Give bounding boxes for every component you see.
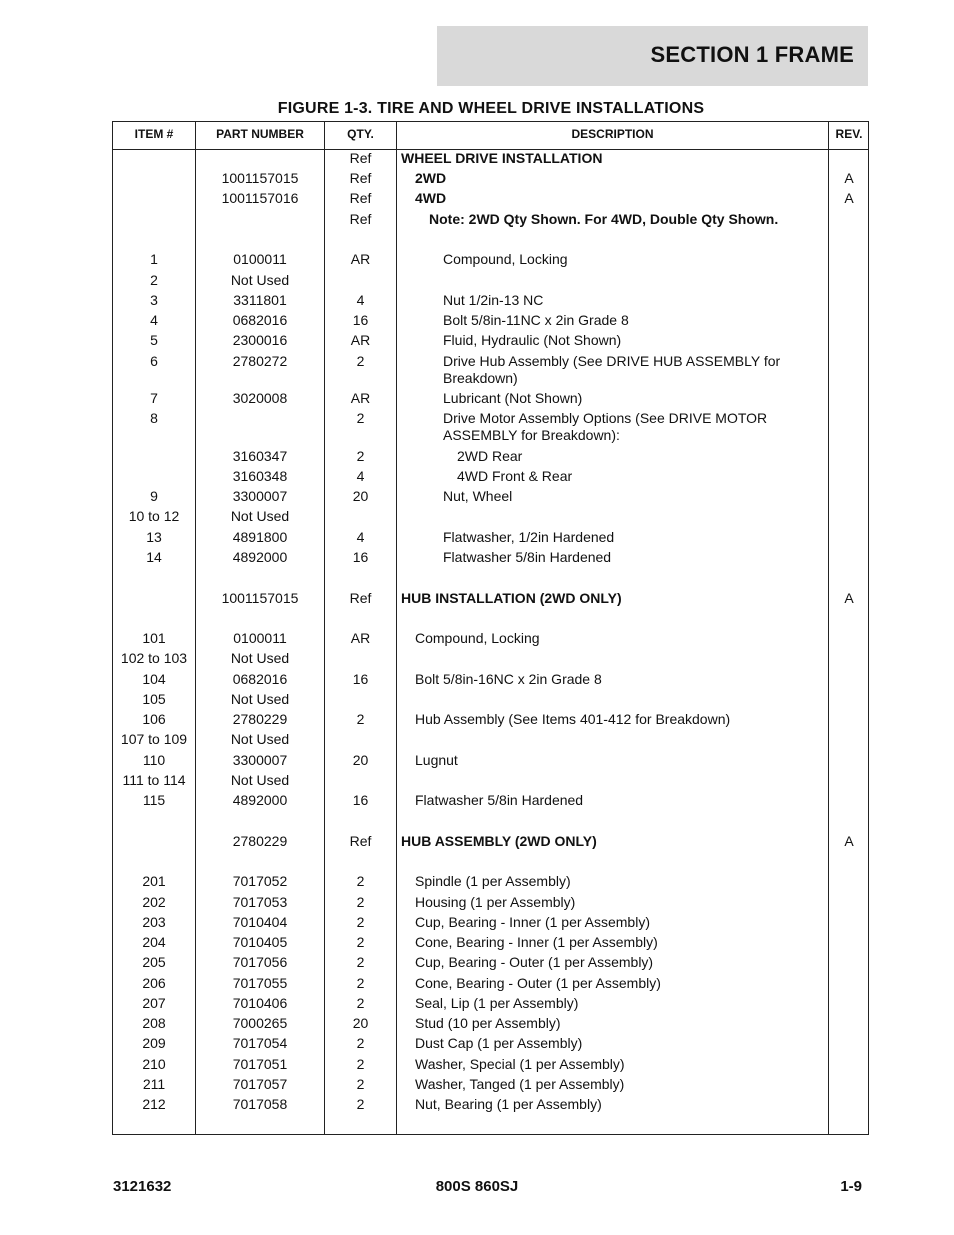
qty-cell: 2 (356, 353, 365, 369)
item-cell: 212 (142, 1096, 166, 1112)
item-cell: 13 (146, 529, 162, 545)
description-cell: Compound, Locking (415, 630, 540, 646)
item-cell: 205 (142, 954, 166, 970)
description-cell: Bolt 5/8in-11NC x 2in Grade 8 (443, 312, 629, 328)
qty-cell: 2 (356, 1035, 365, 1051)
description-cell: Dust Cap (1 per Assembly) (415, 1035, 583, 1051)
description-cell: Cone, Bearing - Outer (1 per Assembly) (415, 975, 661, 991)
description-cell: Nut, Bearing (1 per Assembly) (415, 1096, 602, 1112)
part-number-cell: 1001157015 (221, 170, 299, 186)
description-cell: Cup, Bearing - Inner (1 per Assembly) (415, 914, 650, 930)
qty-cell: 2 (356, 934, 365, 950)
description-cell: Drive Motor Assembly Options (See DRIVE MOTOR ASSEMBLY for Breakdown): (443, 410, 768, 443)
description-cell: Compound, Locking (443, 251, 568, 267)
part-number-cell: 7017054 (232, 1035, 288, 1051)
description-cell: Note: 2WD Qty Shown. For 4WD, Double Qty Shown. (429, 211, 779, 227)
description-cell: 2WD Rear (457, 448, 523, 464)
description-cell: Flatwasher 5/8in Hardened (415, 792, 584, 808)
qty-cell: AR (350, 332, 371, 348)
rev-cell: A (844, 590, 854, 606)
description-cell: Flatwasher, 1/2in Hardened (443, 529, 615, 545)
description-cell: Stud (10 per Assembly) (415, 1015, 561, 1031)
description-cell: Nut, Wheel (443, 488, 513, 504)
qty-cell: 2 (356, 894, 365, 910)
header-rev: REV. (835, 127, 863, 141)
parts-table (112, 121, 869, 1135)
page-number: 1-9 (840, 1178, 862, 1195)
item-cell: 201 (142, 873, 166, 889)
description-cell: Lubricant (Not Shown) (443, 390, 583, 406)
rev-cell: A (844, 190, 854, 206)
item-cell: 210 (142, 1056, 166, 1072)
part-number-cell: 7017055 (232, 975, 288, 991)
item-cell: 10 to 12 (128, 508, 180, 524)
description-cell: WHEEL DRIVE INSTALLATION (401, 150, 603, 166)
header-description: DESCRIPTION (571, 127, 654, 141)
part-number-cell: 4892000 (232, 792, 288, 808)
item-cell: 1 (150, 251, 158, 267)
qty-cell: Ref (349, 833, 372, 849)
qty-cell: 2 (356, 1096, 365, 1112)
qty-cell: 20 (352, 752, 369, 768)
part-number-cell: 7017051 (232, 1056, 288, 1072)
part-number-cell: 7017056 (232, 954, 288, 970)
description-cell: HUB ASSEMBLY (2WD ONLY) (401, 833, 597, 849)
part-number-cell: Not Used (230, 772, 290, 788)
item-cell: 207 (142, 995, 166, 1011)
part-number-cell: 7017058 (232, 1096, 288, 1112)
part-number-cell: Not Used (230, 691, 290, 707)
description-cell: Washer, Tanged (1 per Assembly) (415, 1076, 625, 1092)
qty-cell: 4 (356, 529, 365, 545)
qty-cell: 4 (356, 292, 365, 308)
item-cell: 107 to 109 (120, 731, 188, 747)
rev-cell: A (844, 833, 854, 849)
part-number-cell: 4892000 (232, 549, 288, 565)
part-number-cell: 7017053 (232, 894, 288, 910)
qty-cell: 16 (352, 312, 369, 328)
part-number-cell: 3160348 (232, 468, 288, 484)
description-cell: Cup, Bearing - Outer (1 per Assembly) (415, 954, 654, 970)
qty-cell: 20 (352, 488, 369, 504)
qty-cell: 20 (352, 1015, 369, 1031)
qty-cell: 2 (356, 1056, 365, 1072)
part-number-cell: 0682016 (232, 312, 288, 328)
item-cell: 115 (142, 792, 166, 808)
qty-cell: Ref (349, 190, 372, 206)
part-number-cell: 0682016 (232, 671, 288, 687)
part-number-cell: 3300007 (232, 488, 288, 504)
description-cell: Washer, Special (1 per Assembly) (415, 1056, 625, 1072)
item-cell: 9 (150, 488, 158, 504)
qty-cell: AR (350, 390, 371, 406)
item-cell: 101 (142, 630, 166, 646)
item-cell: 4 (150, 312, 158, 328)
description-cell: HUB INSTALLATION (2WD ONLY) (401, 590, 622, 606)
description-cell: Hub Assembly (See Items 401-412 for Breakdown) (415, 711, 731, 727)
header-qty: QTY. (347, 127, 374, 141)
qty-cell: 2 (356, 914, 365, 930)
part-number-cell: 2780229 (232, 833, 288, 849)
description-cell: 2WD (415, 170, 447, 186)
description-cell: Fluid, Hydraulic (Not Shown) (443, 332, 622, 348)
item-cell: 8 (150, 410, 158, 426)
description-cell: Housing (1 per Assembly) (415, 894, 576, 910)
part-number-cell: 7017057 (232, 1076, 288, 1092)
item-cell: 2 (150, 272, 158, 288)
item-cell: 3 (150, 292, 158, 308)
part-number-cell: 2300016 (232, 332, 288, 348)
description-cell: Flatwasher 5/8in Hardened (443, 549, 612, 565)
qty-cell: 16 (352, 671, 369, 687)
figure-title: FIGURE 1-3. TIRE AND WHEEL DRIVE INSTALLATIONS (277, 100, 705, 117)
item-cell: 202 (142, 894, 166, 910)
part-number-cell: 1001157016 (221, 190, 299, 206)
item-cell: 204 (142, 934, 166, 950)
qty-cell: 16 (352, 792, 369, 808)
rev-cell: A (844, 170, 854, 186)
section-title: SECTION 1 FRAME (650, 42, 854, 67)
part-number-cell: 1001157015 (221, 590, 299, 606)
part-number-cell: Not Used (230, 650, 290, 666)
qty-cell: 16 (352, 549, 369, 565)
part-number-cell: 3160347 (232, 448, 288, 464)
part-number-cell: 7000265 (232, 1015, 288, 1031)
qty-cell: 2 (356, 975, 365, 991)
qty-cell: 4 (356, 468, 365, 484)
item-cell: 211 (142, 1076, 166, 1092)
part-number-cell: 7017052 (232, 873, 288, 889)
description-cell: Drive Hub Assembly (See DRIVE HUB ASSEMBLY for Breakdown) (443, 353, 781, 386)
column-divider (828, 122, 829, 1134)
part-number-cell: 0100011 (233, 251, 287, 267)
qty-cell: Ref (349, 170, 372, 186)
item-cell: 203 (142, 914, 166, 930)
item-cell: 111 to 114 (122, 772, 186, 788)
item-cell: 5 (150, 332, 158, 348)
part-number-cell: Not Used (230, 272, 290, 288)
column-divider (396, 122, 397, 1134)
qty-cell: 2 (356, 995, 365, 1011)
part-number-cell: 0100011 (233, 630, 287, 646)
qty-cell: 2 (356, 954, 365, 970)
qty-cell: 2 (356, 873, 365, 889)
qty-cell: AR (350, 251, 371, 267)
item-cell: 206 (142, 975, 166, 991)
part-number-cell: 2780229 (232, 711, 288, 727)
part-number-cell: 7010405 (232, 934, 288, 950)
qty-cell: 2 (356, 1076, 365, 1092)
part-number-cell: 4891800 (232, 529, 288, 545)
qty-cell: Ref (349, 590, 372, 606)
item-cell: 14 (146, 549, 162, 565)
part-number-cell: 7010406 (232, 995, 288, 1011)
section-banner (437, 26, 868, 86)
description-cell: Bolt 5/8in-16NC x 2in Grade 8 (415, 671, 602, 687)
qty-cell: Ref (349, 211, 372, 227)
description-cell: 4WD Front & Rear (457, 468, 573, 484)
item-cell: 7 (150, 390, 158, 406)
part-number-cell: 3311801 (233, 292, 287, 308)
part-number-cell: Not Used (230, 508, 290, 524)
document-number: 3121632 (113, 1178, 172, 1195)
description-cell: Spindle (1 per Assembly) (415, 873, 571, 889)
description-cell: 4WD (415, 190, 447, 206)
qty-cell: 2 (356, 711, 365, 727)
description-cell: Nut 1/2in-13 NC (443, 292, 544, 308)
item-cell: 209 (142, 1035, 166, 1051)
header-part-number: PART NUMBER (216, 127, 304, 141)
qty-cell: 2 (356, 448, 365, 464)
item-cell: 208 (142, 1015, 166, 1031)
description-cell: Lugnut (415, 752, 458, 768)
item-cell: 110 (142, 752, 166, 768)
item-cell: 106 (142, 711, 166, 727)
part-number-cell: 2780272 (232, 353, 288, 369)
description-cell: Cone, Bearing - Inner (1 per Assembly) (415, 934, 658, 950)
model-name: 800S 860SJ (435, 1178, 519, 1195)
part-number-cell: 3300007 (232, 752, 288, 768)
item-cell: 6 (150, 353, 158, 369)
part-number-cell: 3020008 (232, 390, 288, 406)
table-header (113, 122, 868, 150)
header-item: ITEM # (134, 127, 174, 141)
item-cell: 105 (142, 691, 166, 707)
part-number-cell: Not Used (230, 731, 290, 747)
qty-cell: Ref (349, 150, 372, 166)
item-cell: 104 (142, 671, 166, 687)
qty-cell: 2 (356, 410, 365, 426)
description-cell: Seal, Lip (1 per Assembly) (415, 995, 579, 1011)
part-number-cell: 7010404 (232, 914, 288, 930)
item-cell: 102 to 103 (120, 650, 188, 666)
qty-cell: AR (350, 630, 371, 646)
